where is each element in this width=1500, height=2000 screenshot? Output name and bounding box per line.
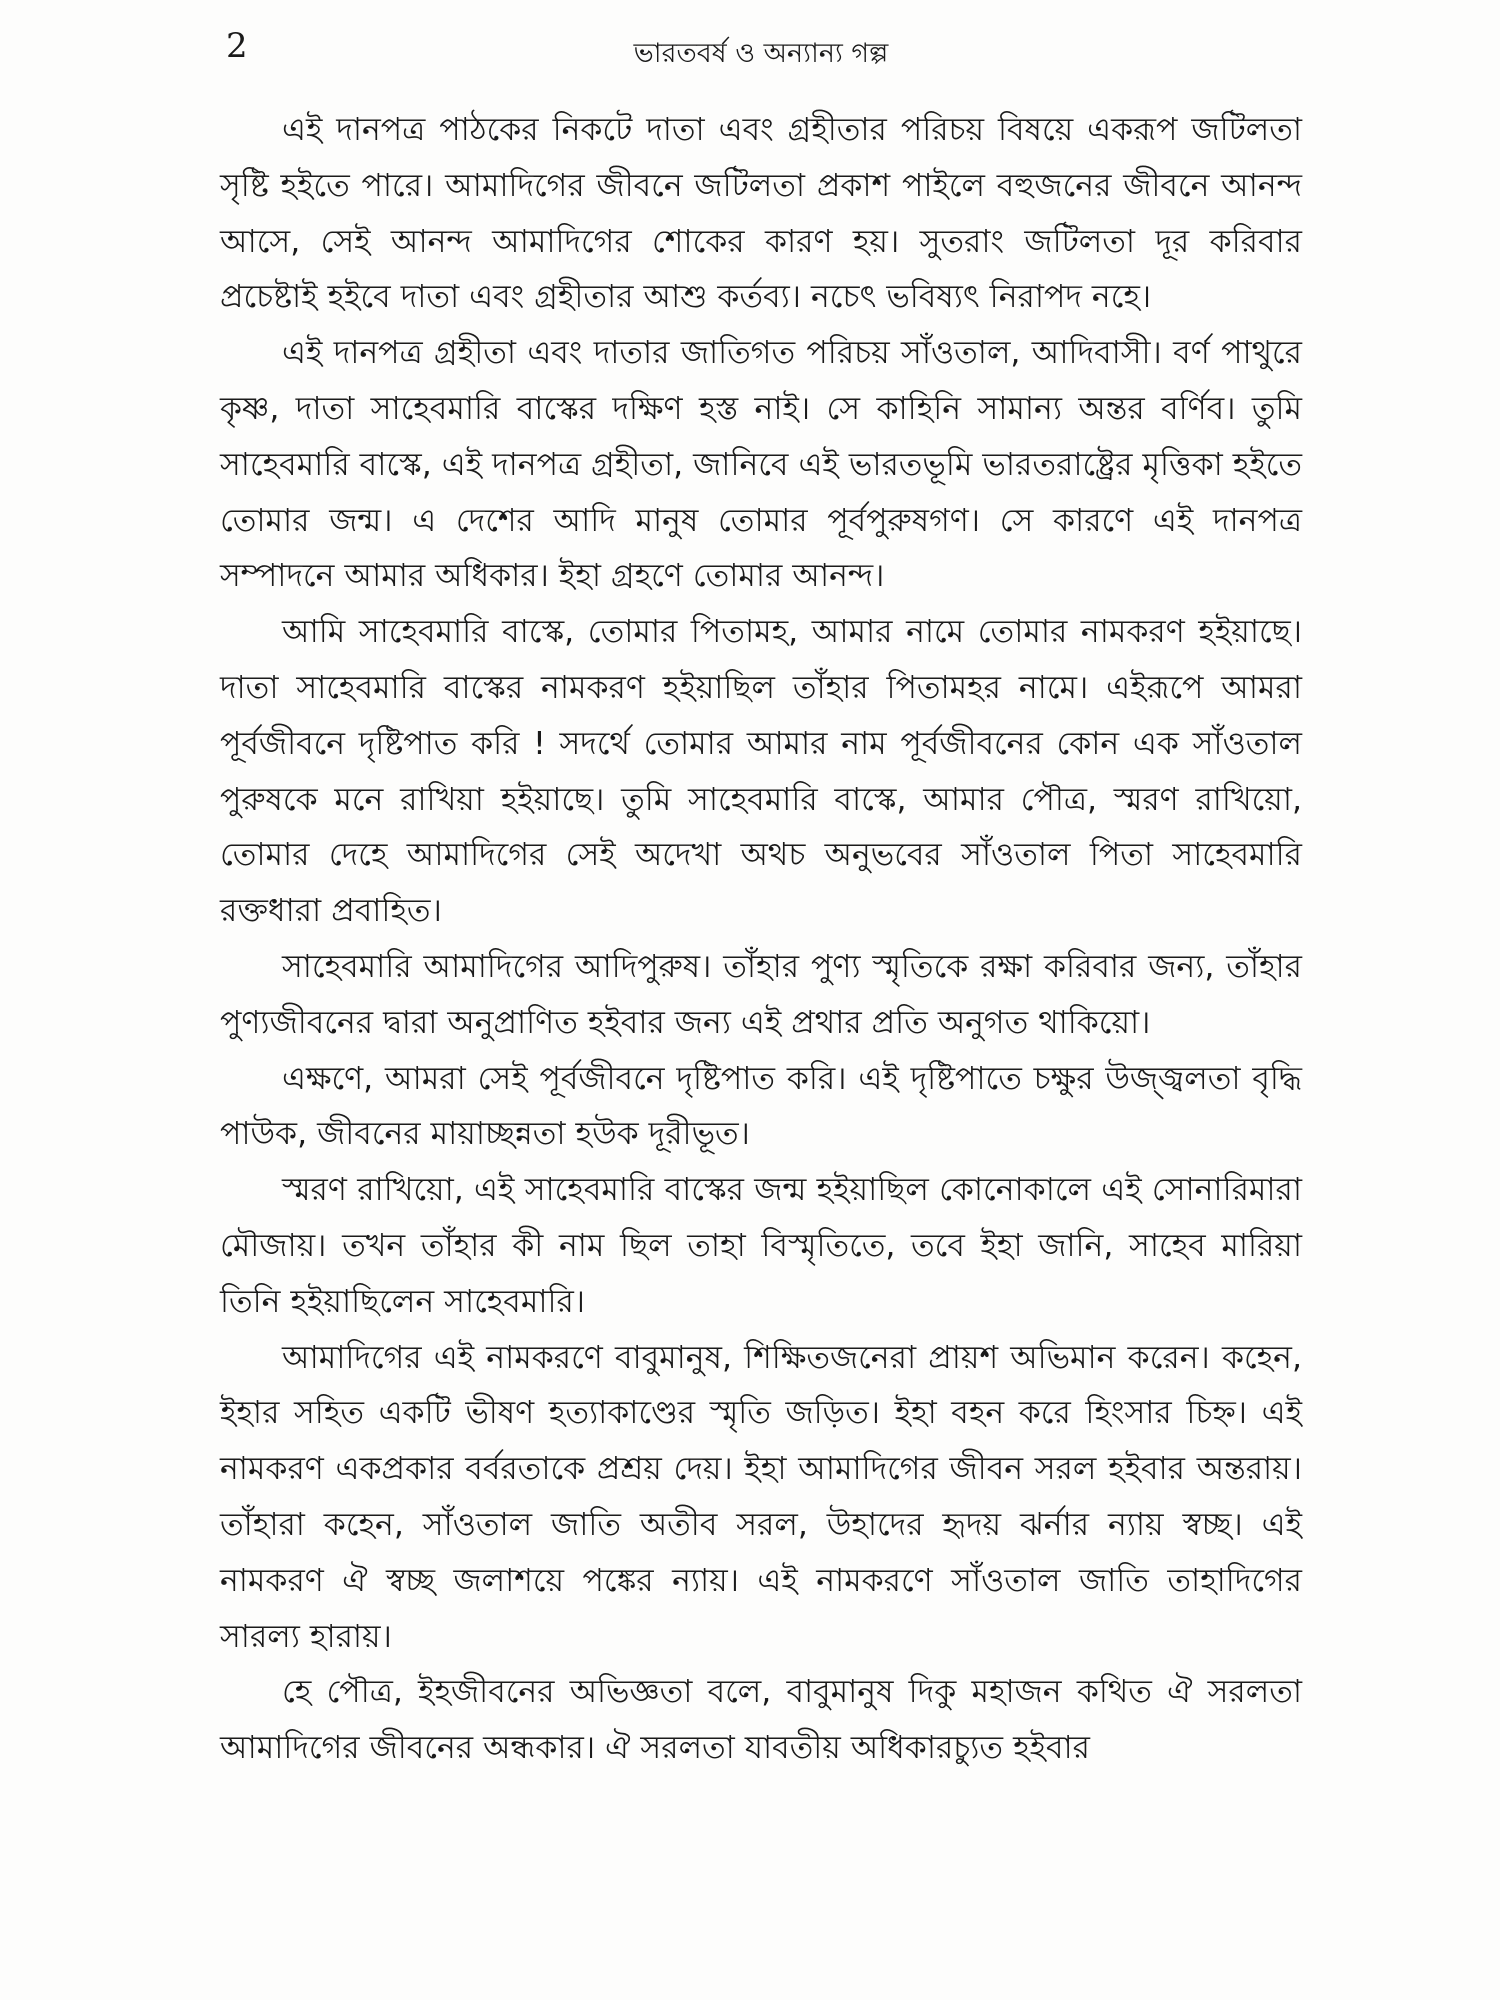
page-number: 2 [226, 26, 248, 66]
paragraph: এই দানপত্র পাঠকের নিকটে দাতা এবং গ্রহীতার পরিচয় বিষয়ে একরূপ জটিলতা সৃষ্টি হইতে পারে। আমাদিগের জীবনে জটিলতা প্রকাশ পাইলে বহুজনের জীবনে আনন্দ আসে, সেই আনন্দ আমাদিগের শোকের কারণ হয়। সুতরাং জটিলতা দূর করিবার প্রচেষ্টাই হইবে দাতা এবং গ্রহীতার আশু কর্তব্য। নচেৎ ভবিষ্যৎ নিরাপদ নহে। [220, 112, 1302, 316]
running-title: ভারতবর্ষ ও অন্যান্য গল্প [633, 38, 889, 69]
paragraph: হে পৌত্র, ইহজীবনের অভিজ্ঞতা বলে, বাবুমানুষ দিকু মহাজন কথিত ঐ সরলতা আমাদিগের জীবনের অন্ধকার। ঐ সরলতা যাবতীয় অধিকারচ্যুত হইবার [220, 1674, 1302, 1767]
paragraph: স্মরণ রাখিয়ো, এই সাহেবমারি বাস্কের জন্ম হইয়াছিল কোনোকালে এই সোনারিমারা মৌজায়। তখন তাঁহার কী নাম ছিল তাহা বিস্মৃতিতে, তবে ইহা জানি, সাহেব মারিয়া তিনি হইয়াছিলেন সাহেবমারি। [220, 1172, 1302, 1320]
paragraph: সাহেবমারি আমাদিগের আদিপুরুষ। তাঁহার পুণ্য স্মৃতিকে রক্ষা করিবার জন্য, তাঁহার পুণ্যজীবনের দ্বারা অনুপ্রাণিত হইবার জন্য এই প্রথার প্রতি অনুগত থাকিয়ো। [220, 948, 1302, 1041]
paragraph: এই দানপত্র গ্রহীতা এবং দাতার জাতিগত পরিচয় সাঁওতাল, আদিবাসী। বর্ণ পাথুরে কৃষ্ণ, দাতা সাহেবমারি বাস্কের দক্ষিণ হস্ত নাই। সে কাহিনি সামান্য অন্তর বর্ণিব। তুমি সাহেবমারি বাস্কে, এই দানপত্র গ্রহীতা, জানিবে এই ভারতভূমি ভারতরাষ্ট্রের মৃত্তিকা হইতে তোমার জন্ম। এ দেশের আদি মানুষ তোমার পূর্বপুরুষগণ। সে কারণে এই দানপত্র সম্পাদনে আমার অধিকার। ইহা গ্রহণে তোমার আনন্দ। [220, 335, 1302, 595]
paragraph: আমি সাহেবমারি বাস্কে, তোমার পিতামহ, আমার নামে তোমার নামকরণ হইয়াছে। দাতা সাহেবমারি বাস্কের নামকরণ হইয়াছিল তাঁহার পিতামহর নামে। এইরূপে আমরা পূর্বজীবনে দৃষ্টিপাত করি ! সদর্থে তোমার আমার নাম পূর্বজীবনের কোন এক সাঁওতাল পুরুষকে মনে রাখিয়া হইয়াছে। তুমি সাহেবমারি বাস্কে, আমার পৌত্র, স্মরণ রাখিয়ো, তোমার দেহে আমাদিগের সেই অদেখা অথচ অনুভবের সাঁওতাল পিতা সাহেবমারি রক্তধারা প্রবাহিত। [220, 614, 1302, 930]
paragraph: আমাদিগের এই নামকরণে বাবুমানুষ, শিক্ষিতজনেরা প্রায়শ অভিমান করেন। কহেন, ইহার সহিত একটি ভীষণ হত্যাকাণ্ডের স্মৃতি জড়িত। ইহা বহন করে হিংসার চিহ্ন। এই নামকরণ একপ্রকার বর্বরতাকে প্রশ্রয় দেয়। ইহা আমাদিগের জীবন সরল হইবার অন্তরায়। তাঁহারা কহেন, সাঁওতাল জাতি অতীব সরল, উহাদের হৃদয় ঝর্নার ন্যায় স্বচ্ছ। এই নামকরণ ঐ স্বচ্ছ জলাশয়ে পঙ্কের ন্যায়। এই নামকরণে সাঁওতাল জাতি তাহাদিগের সারল্য হারায়। [220, 1339, 1302, 1655]
body-text [220, 103, 1302, 1777]
paragraph: এক্ষণে, আমরা সেই পূর্বজীবনে দৃষ্টিপাত করি। এই দৃষ্টিপাতে চক্ষুর উজ্জ্বলতা বৃদ্ধি পাউক, জীবনের মায়াচ্ছন্নতা হউক দূরীভূত। [220, 1060, 1302, 1153]
